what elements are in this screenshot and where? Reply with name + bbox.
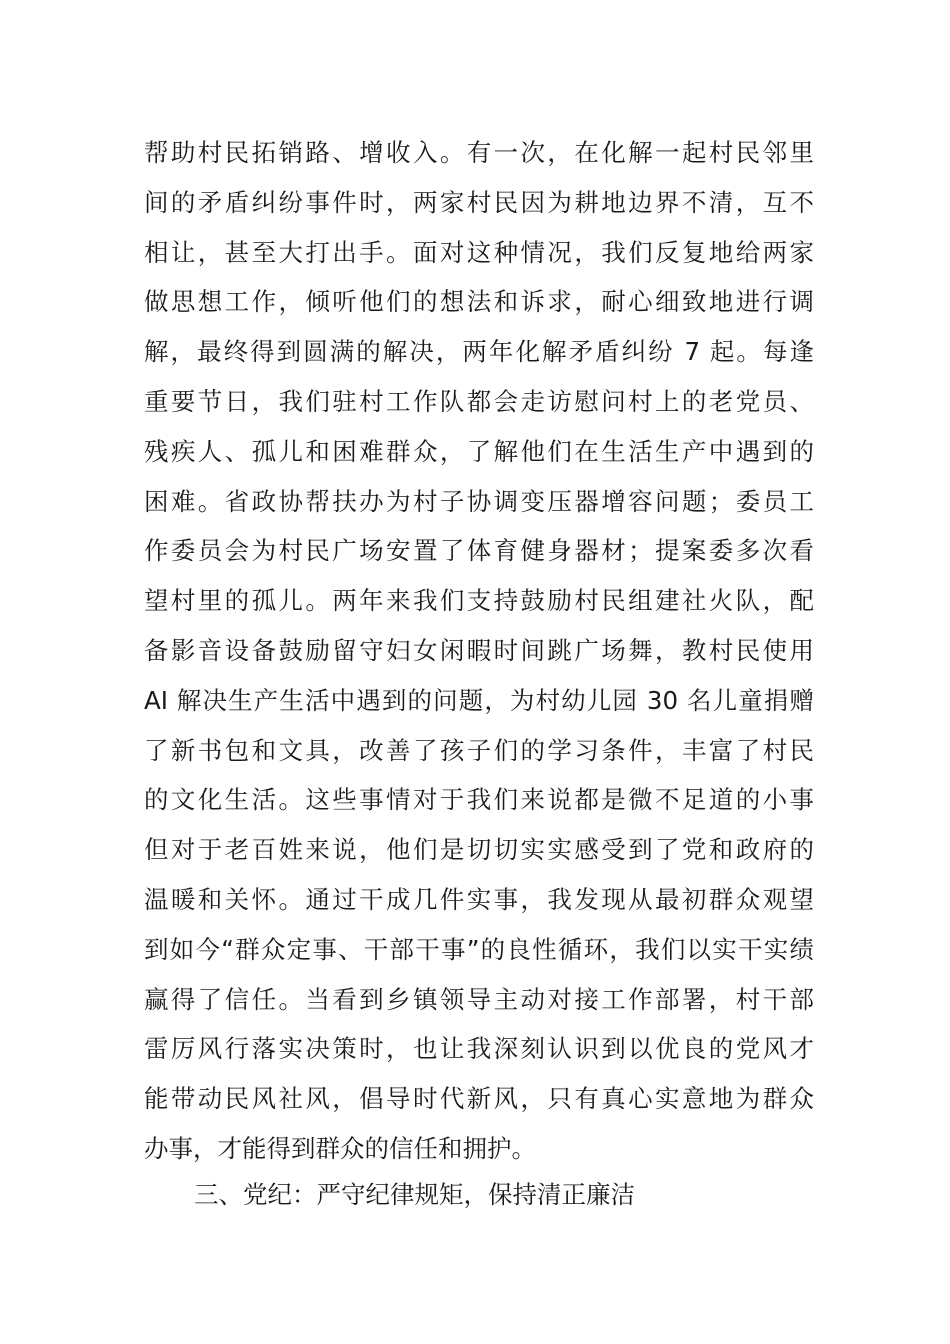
paragraph-line: 雷厉风行落实决策时，也让我深刻认识到以优良的党风才: [144, 1034, 814, 1064]
paragraph-line: 办事，才能得到群众的信任和拥护。: [144, 1133, 536, 1163]
section-heading: 三、党纪：严守纪律规矩，保持清正廉洁: [194, 1180, 635, 1209]
paragraph-line: 但对于老百姓来说，他们是切切实实感受到了党和政府的: [144, 835, 814, 865]
paragraph-line: 备影音设备鼓励留守妇女闲暇时间跳广场舞，教村民使用: [144, 635, 814, 665]
paragraph-line: 间的矛盾纠纷事件时，两家村民因为耕地边界不清，互不: [144, 187, 814, 217]
paragraph-line: 相让，甚至大打出手。面对这种情况，我们反复地给两家: [144, 237, 814, 267]
paragraph-line: 的文化生活。这些事情对于我们来说都是微不足道的小事: [144, 785, 814, 815]
paragraph-line: 残疾人、孤儿和困难群众，了解他们在生活生产中遇到的: [144, 436, 814, 466]
paragraph-line: 作委员会为村民广场安置了体育健身器材；提案委多次看: [144, 536, 814, 566]
body-paragraph: [144, 128, 814, 1174]
paragraph-line: 赢得了信任。当看到乡镇领导主动对接工作部署，村干部: [144, 984, 814, 1014]
paragraph-line: 做思想工作，倾听他们的想法和诉求，耐心细致地进行调: [144, 287, 814, 317]
paragraph-line: 困难。省政协帮扶办为村子协调变压器增容问题；委员工: [144, 486, 814, 516]
paragraph-line: 帮助村民拓销路、增收入。有一次，在化解一起村民邻里: [144, 138, 814, 167]
paragraph-line: 解，最终得到圆满的解决，两年化解矛盾纠纷 7 起。每逢: [144, 337, 814, 367]
paragraph-line: 望村里的孤儿。两年来我们支持鼓励村民组建社火队，配: [144, 586, 814, 616]
paragraph-line: 能带动民风社风，倡导时代新风，只有真心实意地为群众: [144, 1084, 814, 1114]
paragraph-line: AI 解决生产生活中遇到的问题，为村幼儿园 30 名儿童捐赠: [144, 685, 814, 715]
paragraph-line: 重要节日，我们驻村工作队都会走访慰问村上的老党员、: [144, 386, 814, 416]
paragraph-line: 到如今“群众定事、干部干事”的良性循环，我们以实干实绩: [144, 934, 814, 964]
paragraph-line: 温暖和关怀。通过干成几件实事，我发现从最初群众观望: [144, 884, 814, 914]
paragraph-line: 了新书包和文具，改善了孩子们的学习条件，丰富了村民: [144, 735, 814, 765]
